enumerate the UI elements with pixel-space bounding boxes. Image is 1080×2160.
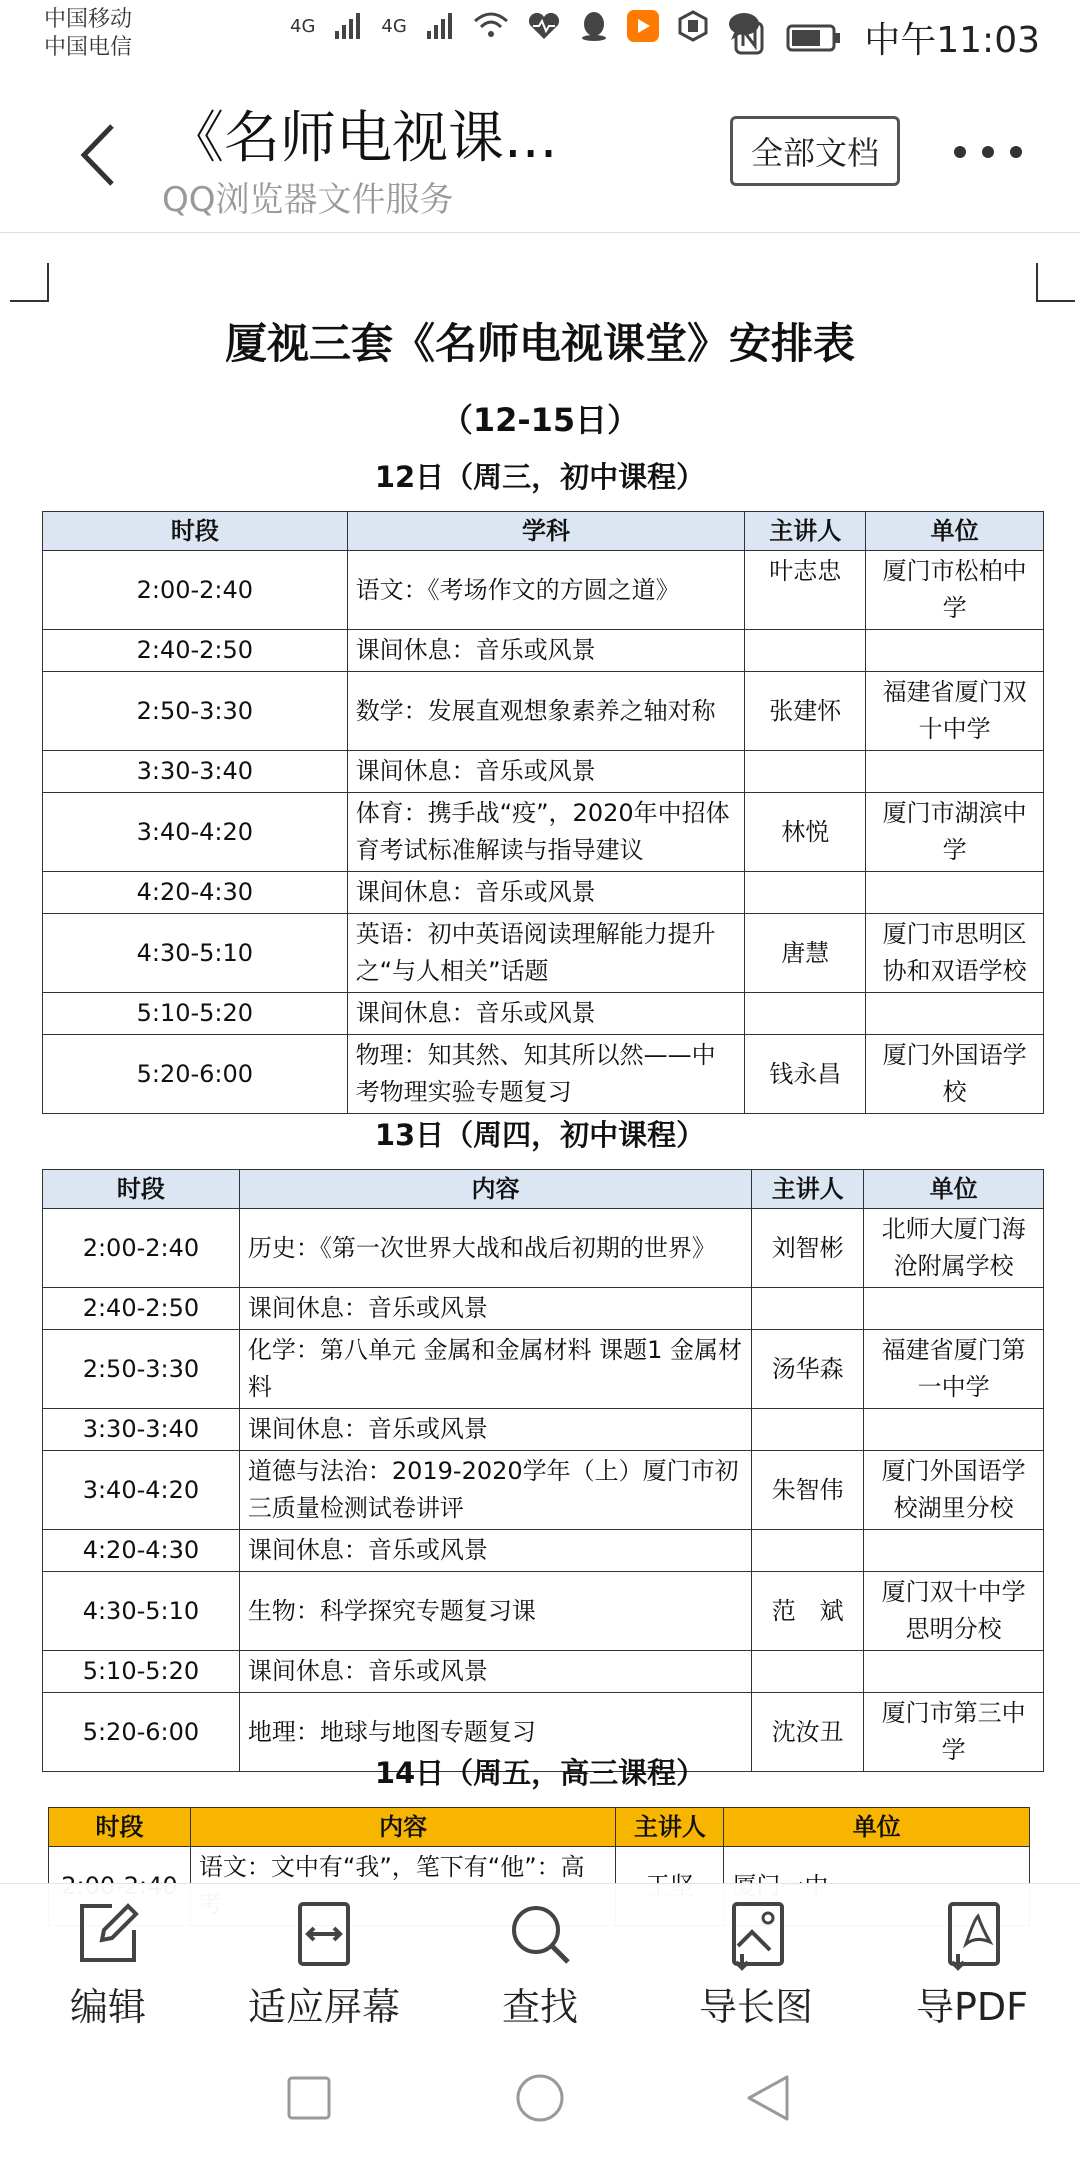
time-cell: 5:10-5:20 (43, 1651, 240, 1693)
teacher-cell: 朱智伟 (752, 1451, 864, 1530)
time-cell: 5:10-5:20 (43, 993, 348, 1035)
table-row (43, 1530, 1044, 1572)
teacher-cell: 林悦 (745, 793, 866, 872)
time-cell: 2:40-2:50 (43, 630, 348, 672)
column-header: 学科 (347, 512, 745, 551)
nfc-icon (734, 21, 764, 55)
recent-apps-icon[interactable] (286, 2075, 332, 2121)
edit-label: 编辑 (69, 1985, 146, 2029)
table-row (43, 872, 1044, 914)
home-icon[interactable] (515, 2073, 565, 2123)
unit-cell: 厦门市思明区协和双语学校 (866, 914, 1044, 993)
network-type-1: 4G (290, 15, 316, 37)
time-cell: 4:20-4:30 (43, 1530, 240, 1572)
teacher-cell: 沈汝丑 (752, 1693, 864, 1772)
time-cell: 2:50-3:30 (43, 1330, 240, 1409)
table-row (43, 1451, 1044, 1530)
content-cell: 生物：科学探究专题复习课 (239, 1572, 751, 1651)
table-row (43, 1409, 1044, 1451)
time-cell: 4:20-4:30 (43, 872, 348, 914)
unit-cell (864, 1530, 1044, 1572)
find-button[interactable] (432, 1884, 648, 2034)
column-header: 时段 (43, 512, 348, 551)
teacher-cell: 钱永昌 (745, 1035, 866, 1114)
carrier-1: 中国移动 (44, 7, 133, 32)
column-header: 主讲人 (745, 512, 866, 551)
table-row (43, 793, 1044, 872)
battery-icon (786, 23, 842, 53)
content-cell: 英语：初中英语阅读理解能力提升之“与人相关”话题 (347, 914, 745, 993)
teacher-cell: 汤华森 (752, 1330, 864, 1409)
content-cell: 课间休息：音乐或风景 (347, 872, 745, 914)
teacher-cell: 范 斌 (752, 1572, 864, 1651)
column-header: 主讲人 (616, 1808, 724, 1847)
table-row (43, 1651, 1044, 1693)
schedule-table-13 (42, 1169, 1044, 1772)
time-cell: 3:40-4:20 (43, 793, 348, 872)
fit-screen-icon (288, 1898, 360, 1970)
table-row (43, 1035, 1044, 1114)
carrier-2: 中国电信 (44, 35, 133, 60)
fit-screen-label: 适应屏幕 (247, 1985, 400, 2029)
time-cell: 4:30-5:10 (43, 914, 348, 993)
network-type-2: 4G (381, 15, 407, 37)
content-cell: 道德与法治：2019-2020学年（上）厦门市初三质量检测试卷讲评 (239, 1451, 751, 1530)
more-options-icon[interactable] (948, 132, 1028, 172)
column-header: 时段 (49, 1808, 191, 1847)
content-cell: 语文：文中有“我”，笔下有“他”：高 (190, 1847, 616, 1926)
unit-cell (864, 1288, 1044, 1330)
column-header: 单位 (724, 1808, 1030, 1847)
signal-icon (333, 11, 363, 41)
time-cell: 3:30-3:40 (43, 1409, 240, 1451)
column-header: 时段 (43, 1170, 240, 1209)
clock: 中午11:03 (864, 20, 1040, 61)
table-row (43, 914, 1044, 993)
table-row (43, 1572, 1044, 1651)
wifi-icon (473, 11, 509, 41)
unit-cell: 厦门市松柏中学 (866, 551, 1044, 630)
table-row (43, 672, 1044, 751)
day-heading-12: 12日（周三，初中课程） (374, 460, 706, 494)
table-row (43, 1209, 1044, 1288)
teacher-cell: 叶志忠 (745, 551, 866, 630)
status-bar (0, 0, 1080, 72)
teacher-cell (752, 1530, 864, 1572)
time-cell: 4:30-5:10 (43, 1572, 240, 1651)
teacher-cell (745, 993, 866, 1035)
all-documents-button[interactable]: 全部文档 (730, 116, 900, 186)
unit-cell: 北师大厦门海沧附属学校 (864, 1209, 1044, 1288)
unit-cell (866, 872, 1044, 914)
time-cell: 2:40-2:50 (43, 1288, 240, 1330)
table-row (43, 1330, 1044, 1409)
page-subtitle: QQ浏览器文件服务 (162, 180, 454, 220)
day-heading-13: 13日（周四，初中课程） (374, 1118, 706, 1152)
unit-cell: 福建省厦门双十中学 (866, 672, 1044, 751)
unit-cell: 厦门外国语学校 (866, 1035, 1044, 1114)
status-icons (290, 10, 761, 42)
unit-cell (866, 630, 1044, 672)
column-header: 单位 (866, 512, 1044, 551)
heart-rate-icon (527, 11, 561, 41)
unit-cell: 厦门双十中学思明分校 (864, 1572, 1044, 1651)
pdf-label: 导PDF (915, 1985, 1029, 2029)
content-cell: 语文：《考场作文的方圆之道》 (347, 551, 745, 630)
unit-cell: 福建省厦门第一中学 (864, 1330, 1044, 1409)
search-icon (504, 1898, 576, 1970)
time-cell: 3:40-4:20 (43, 1451, 240, 1530)
column-header: 内容 (239, 1170, 751, 1209)
page-corner-mark-right (1035, 263, 1075, 303)
content-cell: 地理：地球与地图专题复习 (239, 1693, 751, 1772)
table-row (43, 751, 1044, 793)
teacher-cell (752, 1288, 864, 1330)
teacher-cell (745, 872, 866, 914)
carrier-info (44, 6, 132, 62)
long-image-icon (720, 1898, 792, 1970)
edit-button[interactable] (0, 1884, 216, 2034)
unit-cell: 厦门外国语学校湖里分校 (864, 1451, 1044, 1530)
day-heading-14: 14日（周五，高三课程） (374, 1756, 706, 1790)
unit-cell (866, 751, 1044, 793)
time-cell: 2:00-2:40 (43, 1209, 240, 1288)
table-row (43, 551, 1044, 630)
time-cell: 3:30-3:40 (43, 751, 348, 793)
document-subtitle: （12-15日） (440, 401, 640, 439)
content-cell: 历史：《第一次世界大战和战后初期的世界》 (239, 1209, 751, 1288)
schedule-table-12 (42, 511, 1044, 1114)
time-cell: 5:20-6:00 (43, 1035, 348, 1114)
qq-icon (579, 10, 609, 42)
teacher-cell (752, 1651, 864, 1693)
document-viewer[interactable] (0, 233, 1080, 1883)
column-header: 内容 (190, 1808, 616, 1847)
unit-cell (864, 1651, 1044, 1693)
table-row (43, 630, 1044, 672)
back-icon[interactable] (70, 120, 130, 190)
page-corner-mark-left (10, 263, 50, 303)
export-long-image-button[interactable] (648, 1884, 864, 2034)
column-header: 主讲人 (752, 1170, 864, 1209)
status-right (734, 12, 1040, 63)
signal-icon-2 (425, 11, 455, 41)
unit-cell (866, 993, 1044, 1035)
unit-cell: 厦门市第三中学 (864, 1693, 1044, 1772)
shield-app-icon (677, 10, 709, 42)
time-cell: 2:00-2:40 (43, 551, 348, 630)
back-nav-icon[interactable] (745, 2073, 791, 2123)
column-header: 单位 (864, 1170, 1044, 1209)
content-cell: 数学：发展直观想象素养之轴对称 (347, 672, 745, 751)
table-row (43, 993, 1044, 1035)
time-cell: 5:20-6:00 (43, 1693, 240, 1772)
content-cell: 课间休息：音乐或风景 (347, 993, 745, 1035)
content-cell: 课间休息：音乐或风景 (239, 1409, 751, 1451)
app-header (0, 72, 1080, 233)
content-cell: 化学：第八单元 金属和金属材料 课题1 金属材料 (239, 1330, 751, 1409)
teacher-cell: 刘智彬 (752, 1209, 864, 1288)
content-cell: 课间休息：音乐或风景 (239, 1288, 751, 1330)
content-cell: 体育：携手战“疫”，2020年中招体育考试标准解读与指导建议 (347, 793, 745, 872)
content-cell: 课间休息：音乐或风景 (239, 1530, 751, 1572)
system-nav-bar (0, 2033, 1080, 2160)
content-cell: 课间休息：音乐或风景 (239, 1651, 751, 1693)
document-title: 厦视三套《名师电视课堂》安排表 (224, 319, 855, 368)
teacher-cell: 唐慧 (745, 914, 866, 993)
unit-cell (864, 1409, 1044, 1451)
teacher-cell (752, 1409, 864, 1451)
fit-screen-button[interactable] (216, 1884, 432, 2034)
pdf-icon (936, 1898, 1008, 1970)
bottom-toolbar (0, 1883, 1080, 2034)
content-cell: 课间休息：音乐或风景 (347, 630, 745, 672)
find-label: 查找 (501, 1985, 578, 2029)
teacher-cell (745, 751, 866, 793)
unit-cell: 厦门市湖滨中学 (866, 793, 1044, 872)
teacher-cell (745, 630, 866, 672)
video-app-icon (627, 10, 659, 42)
time-cell: 2:50-3:30 (43, 672, 348, 751)
export-pdf-button[interactable] (864, 1884, 1080, 2034)
long-image-label: 导长图 (698, 1985, 813, 2029)
content-cell: 物理：知其然、知其所以然——中考物理实验专题复习 (347, 1035, 745, 1114)
table-row (43, 1288, 1044, 1330)
page-title: 《名师电视课... (168, 106, 558, 171)
teacher-cell: 张建怀 (745, 672, 866, 751)
content-cell: 课间休息：音乐或风景 (347, 751, 745, 793)
edit-icon (72, 1898, 144, 1970)
